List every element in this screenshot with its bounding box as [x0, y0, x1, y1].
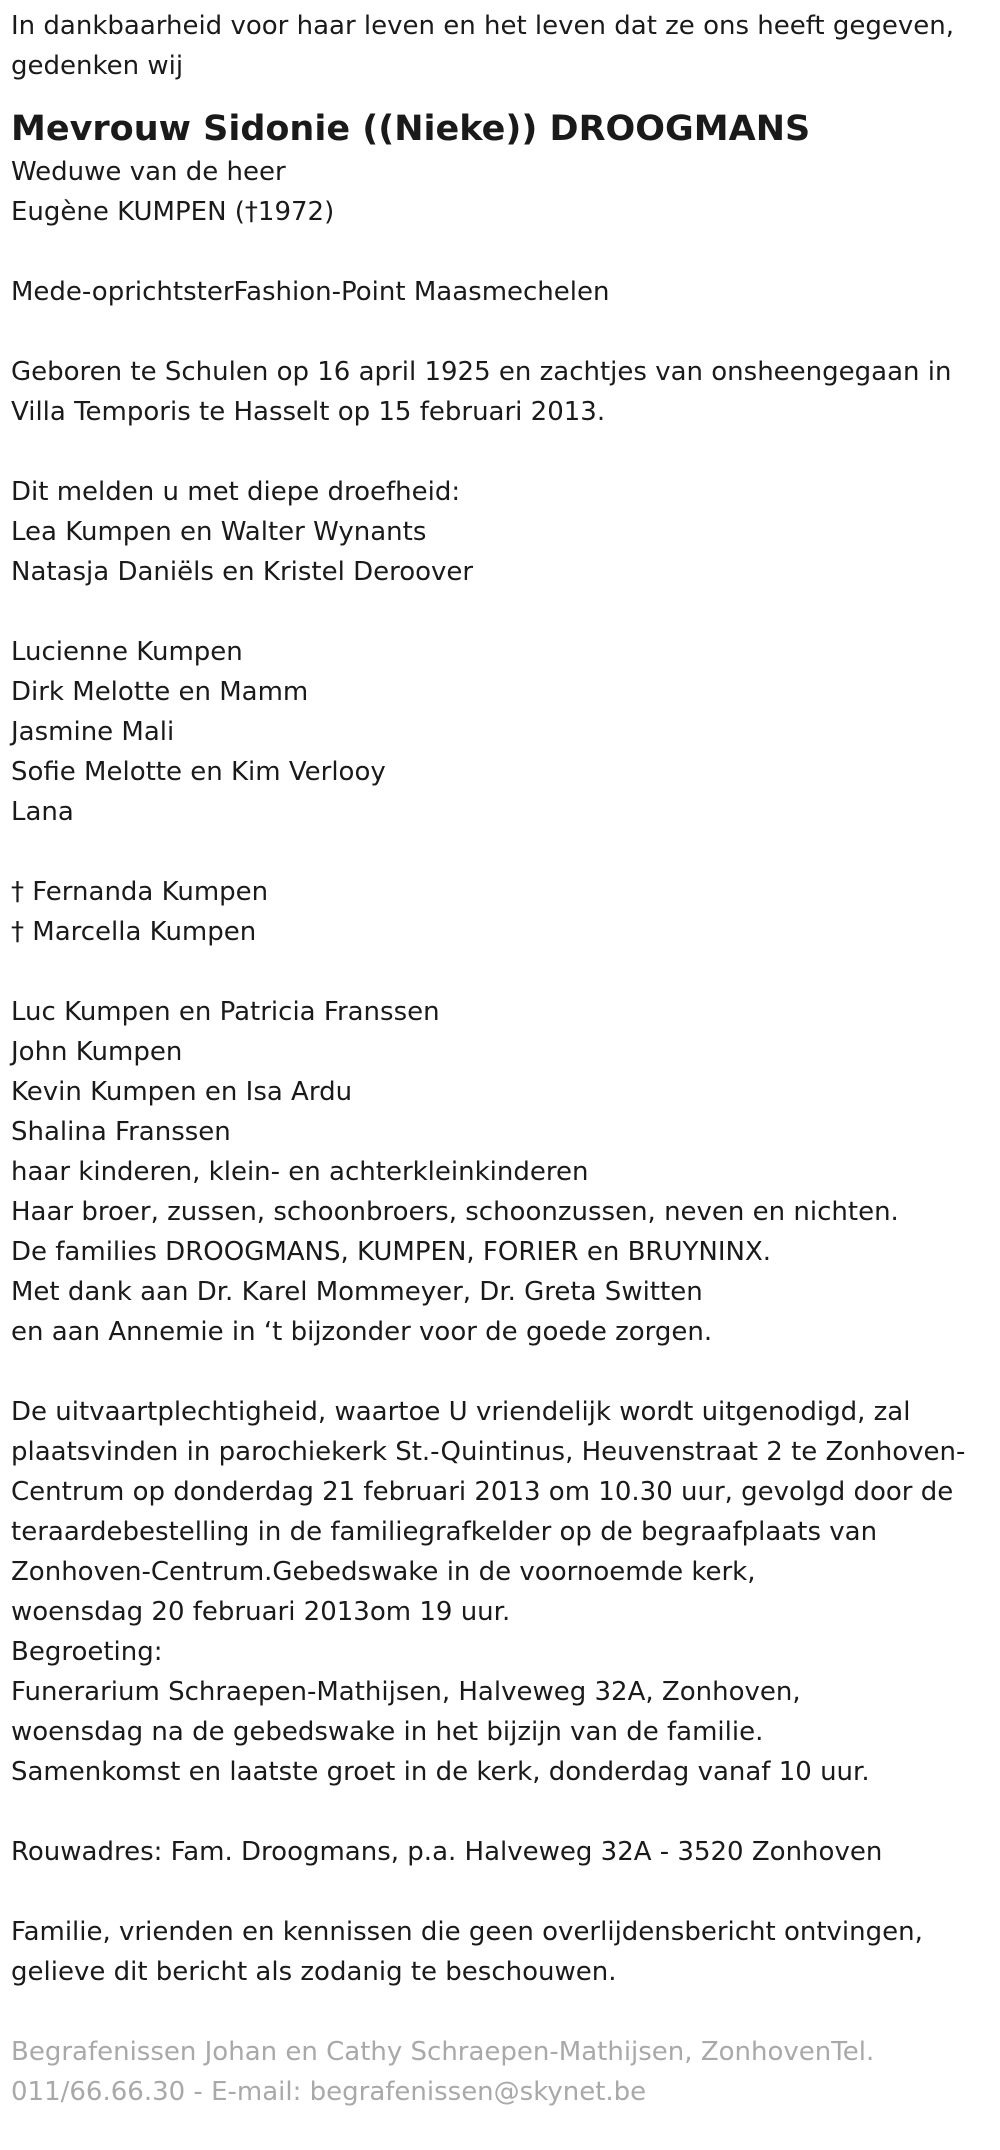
intro-line: In dankbaarheid voor haar leven en het leven dat ze ons heeft gegeven, [11, 11, 955, 41]
birth-death-line: Villa Temporis te Hasselt op 15 februari 2013. [11, 397, 606, 427]
closing-text [11, 1912, 991, 1992]
funeral-line: woensdag na de gebedswake in het bijzijn van de familie. [11, 1717, 764, 1747]
spouse-line: Eugène KUMPEN (†1972) [11, 197, 335, 227]
funeral-line: woensdag 20 februari 2013om 19 uur. [11, 1597, 511, 1627]
mourner-line: haar kinderen, klein- en achterkleinkinderen [11, 1157, 589, 1187]
mourner-line: Dirk Melotte en Mamm [11, 677, 309, 707]
role-line: Mede-oprichtsterFashion-Point Maasmechelen [11, 277, 610, 307]
closing-line: gelieve dit bericht als zodanig te beschouwen. [11, 1957, 617, 1987]
mourner-line: Dit melden u met diepe droefheid: [11, 477, 461, 507]
funeral-line: plaatsvinden in parochiekerk St.-Quintinus, Heuvenstraat 2 te Zonhoven- [11, 1437, 966, 1467]
mourners-group-deceased [11, 872, 991, 952]
funeral-line: Funerarium Schraepen-Mathijsen, Halveweg 32A, Zonhoven, [11, 1677, 801, 1707]
funeral-home-footer [11, 2032, 991, 2112]
deceased-relative-line: † Fernanda Kumpen [11, 877, 269, 907]
mourner-line: Haar broer, zussen, schoonbroers, schoonzussen, neven en nichten. [11, 1197, 899, 1227]
mourner-line: Sofie Melotte en Kim Verlooy [11, 757, 386, 787]
footer-line: 011/66.66.30 - E-mail: begrafenissen@skynet.be [11, 2077, 647, 2107]
mourner-line: John Kumpen [11, 1037, 183, 1067]
mourner-line: Jasmine Mali [11, 717, 175, 747]
mourner-line: Met dank aan Dr. Karel Mommeyer, Dr. Greta Switten [11, 1277, 703, 1307]
mourner-line: Luc Kumpen en Patricia Franssen [11, 997, 440, 1027]
intro-line: gedenken wij [11, 51, 184, 81]
deceased-relative-line: † Marcella Kumpen [11, 917, 257, 947]
deceased-name: Mevrouw Sidonie ((Nieke)) DROOGMANS [11, 109, 811, 149]
funeral-line: Centrum op donderdag 21 februari 2013 om 10.30 uur, gevolgd door de [11, 1477, 954, 1507]
spouse-line: Weduwe van de heer [11, 157, 286, 187]
funeral-line: De uitvaartplechtigheid, waartoe U vriendelijk wordt uitgenodigd, zal [11, 1397, 911, 1427]
spouse-info [11, 152, 991, 232]
mourners-group-1 [11, 472, 991, 592]
funeral-line: teraardebestelling in de familiegrafkelder op de begraafplaats van [11, 1517, 878, 1547]
funeral-details [11, 1392, 991, 1792]
funeral-line: Begroeting: [11, 1637, 163, 1667]
birth-death-line: Geboren te Schulen op 16 april 1925 en zachtjes van onsheengegaan in [11, 357, 952, 387]
closing-line: Familie, vrienden en kennissen die geen overlijdensbericht ontvingen, [11, 1917, 923, 1947]
obituary-notice [11, 6, 991, 2112]
mourner-line: De families DROOGMANS, KUMPEN, FORIER en BRUYNINX. [11, 1237, 772, 1267]
mourning-address: Rouwadres: Fam. Droogmans, p.a. Halveweg 32A - 3520 Zonhoven [11, 1837, 883, 1867]
mourner-line: Lana [11, 797, 74, 827]
intro-text [11, 6, 991, 86]
mourner-line: Lucienne Kumpen [11, 637, 243, 667]
birth-death-info [11, 352, 991, 432]
mourner-line: Shalina Franssen [11, 1117, 231, 1147]
mourner-line: Kevin Kumpen en Isa Ardu [11, 1077, 353, 1107]
funeral-line: Zonhoven-Centrum.Gebedswake in de voornoemde kerk, [11, 1557, 756, 1587]
mourners-group-2 [11, 632, 991, 832]
mourners-group-4 [11, 992, 991, 1352]
mourner-line: en aan Annemie in ‘t bijzonder voor de goede zorgen. [11, 1317, 713, 1347]
mourner-line: Lea Kumpen en Walter Wynants [11, 517, 427, 547]
funeral-line: Samenkomst en laatste groet in de kerk, donderdag vanaf 10 uur. [11, 1757, 870, 1787]
mourner-line: Natasja Daniëls en Kristel Deroover [11, 557, 474, 587]
footer-line: Begrafenissen Johan en Cathy Schraepen-Mathijsen, ZonhovenTel. [11, 2037, 875, 2067]
